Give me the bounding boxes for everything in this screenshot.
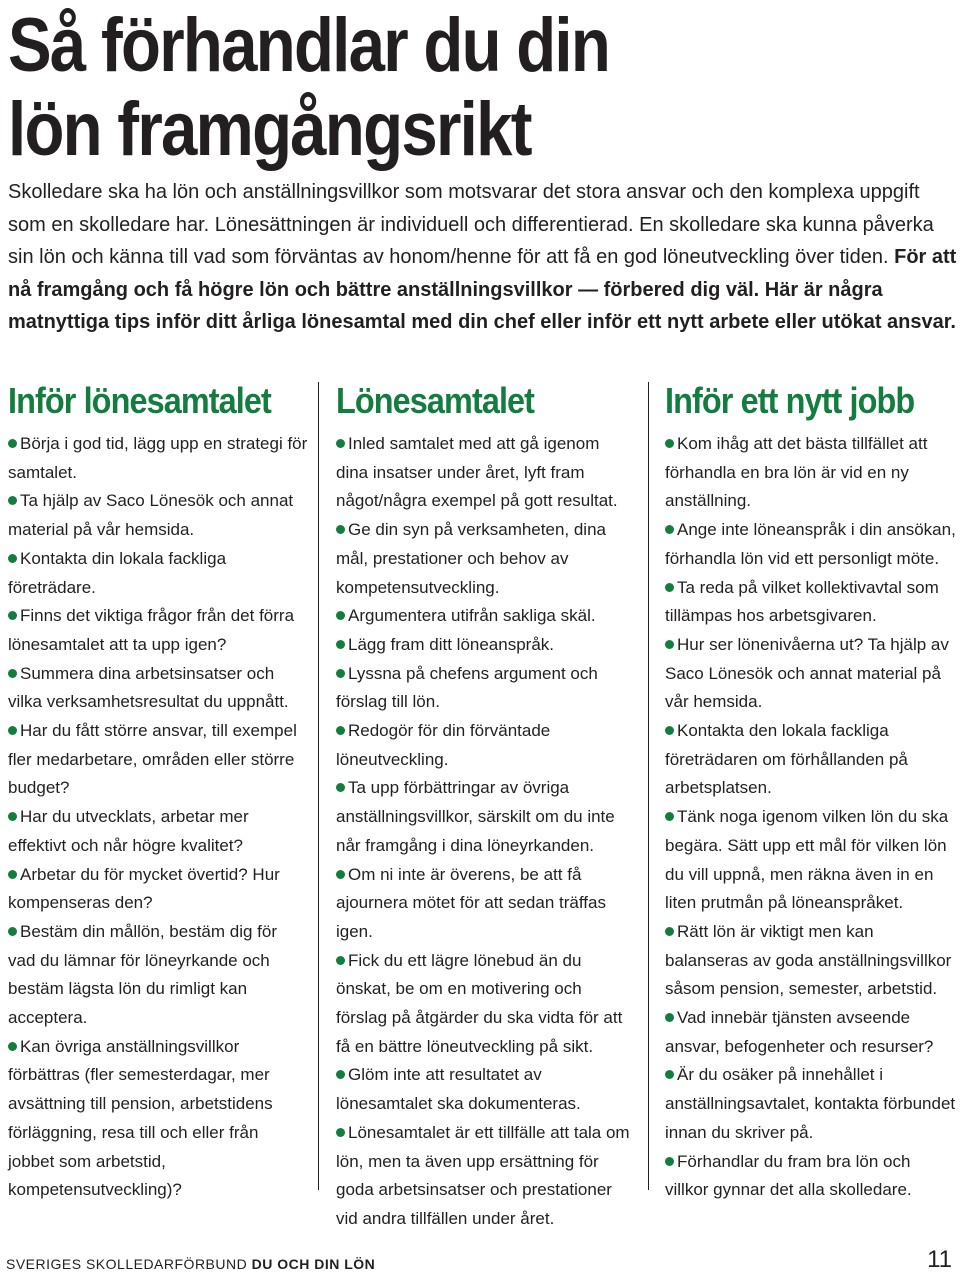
bullet-icon	[665, 1070, 674, 1079]
tips-list	[8, 430, 308, 1205]
bullet-icon	[665, 640, 674, 649]
column-heading: Lönesamtalet	[336, 380, 535, 421]
page-title-line-2: lön framgångsrikt	[8, 87, 531, 172]
bullet-icon	[8, 927, 17, 936]
page-title-line-1: Så förhandlar du din	[8, 3, 610, 88]
bullet-icon	[336, 525, 345, 534]
column-lonesamtalet	[336, 378, 632, 1234]
bullet-icon	[336, 956, 345, 965]
column-heading: Inför ett nytt jobb	[665, 380, 915, 421]
bullet-icon	[8, 870, 17, 879]
bullet-icon	[8, 726, 17, 735]
bullet-icon	[336, 439, 345, 448]
page-number: 11	[927, 1246, 952, 1273]
list-item: Kan övriga anställningsvillkor förbättras (fler semesterdagar, mer avsättning till pension, arbetstidens förläggning, resa till och eller från jobbet som arbetstid, kompetensutveckling)?	[8, 1036, 273, 1200]
intro-emphasis: För att nå framgång och få högre lön och bättre anställningsvillkor — förbered dig väl. Här är några matnyttiga tips inför ditt årliga lönesamtal med din chef eller inför ett nytt arbete eller utökat ansvar.	[8, 246, 957, 333]
bullet-icon	[336, 870, 345, 879]
bullet-icon	[665, 812, 674, 821]
list-item: Är du osäker på innehållet i anställningsavtalet, kontakta förbundet innan du skriver på.	[665, 1065, 956, 1142]
list-item: Ta reda på vilket kollektivavtal som tillämpas hos arbetsgivaren.	[665, 577, 939, 626]
list-item: Kom ihåg att det bästa tillfället att förhandla en bra lön är vid en ny anställning.	[665, 434, 928, 511]
bullet-icon	[336, 1070, 345, 1079]
footer-organization: SVERIGES SKOLLEDARFÖRBUND	[6, 1256, 248, 1272]
bullet-icon	[665, 726, 674, 735]
list-item: Argumentera utifrån sakliga skäl.	[336, 602, 632, 631]
bullet-icon	[336, 611, 345, 620]
bullet-icon	[336, 669, 345, 678]
list-item: Lyssna på chefens argument och förslag till lön.	[336, 663, 598, 712]
bullet-icon	[336, 640, 345, 649]
bullet-icon	[665, 525, 674, 534]
bullet-icon	[8, 439, 17, 448]
bullet-icon	[336, 783, 345, 792]
bullet-icon	[665, 1157, 674, 1166]
list-item: Ta hjälp av Saco Lönesök och annat material på vår hemsida.	[8, 491, 294, 540]
list-item: Hur ser lönenivåerna ut? Ta hjälp av Saco Lönesök och annat material på vår hemsida.	[665, 634, 949, 712]
bullet-icon	[665, 1013, 674, 1022]
list-item: Lönesamtalet är ett tillfälle att tala om lön, men ta även upp ersättning för goda arbetsinsatser och prestationer vid andra tillfällen under året.	[336, 1122, 630, 1228]
list-item: Kontakta din lokala fackliga företrädare.	[8, 548, 227, 597]
tips-list	[336, 430, 632, 1234]
bullet-icon	[336, 726, 345, 735]
bullet-icon	[8, 611, 17, 620]
bullet-icon	[665, 439, 674, 448]
column-infor-ett-nytt-jobb	[665, 378, 957, 1205]
list-item: Summera dina arbetsinsatser och vilka verksamhetsresultat du uppnått.	[8, 663, 289, 712]
list-item: Fick du ett lägre lönebud än du önskat, be om en motivering och förslag på åtgärder du ska vidta för att få en bättre löneutveckling på sikt.	[336, 950, 623, 1056]
list-item: Bestäm din mållön, bestäm dig för vad du lämnar för löneyrkande och bestäm lägsta lön du rimligt kan acceptera.	[8, 921, 278, 1028]
list-item: Rätt lön är viktigt men kan balanseras av goda anställningsvillkor såsom pension, semester, arbetstid.	[665, 921, 952, 999]
column-heading: Inför lönesamtalet	[8, 380, 271, 421]
bullet-icon	[8, 1042, 17, 1051]
bullet-icon	[336, 1128, 345, 1137]
list-item: Kontakta den lokala fackliga företrädaren om förhållanden på arbetsplatsen.	[665, 721, 908, 798]
list-item: Lägg fram ditt löneanspråk.	[336, 631, 632, 660]
list-item: Arbetar du för mycket övertid? Hur kompenseras den?	[8, 864, 280, 913]
list-item: Redogör för din förväntade löneutveckling.	[336, 721, 551, 769]
column-infor-lonesamtalet	[8, 378, 308, 1205]
tips-list	[665, 430, 957, 1205]
column-divider	[648, 382, 649, 1190]
page-footer	[6, 1256, 375, 1272]
list-item: Om ni inte är överens, be att få ajournera mötet för att sedan träffas igen.	[336, 864, 606, 941]
list-item: Finns det viktiga frågor från det förra lönesamtalet att ta upp igen?	[8, 606, 295, 654]
intro-paragraph	[8, 176, 958, 339]
bullet-icon	[8, 669, 17, 678]
footer-publication: DU OCH DIN LÖN	[251, 1256, 376, 1272]
list-item: Vad innebär tjänsten avseende ansvar, befogenheter och resurser?	[665, 1008, 934, 1056]
list-item: Ange inte löneanspråk i din ansökan, förhandla lön vid ett personligt möte.	[665, 520, 956, 568]
intro-text: Skolledare ska ha lön och anställningsvillkor som motsvarar det stora ansvar och den komplexa uppgift som en skolledare har. Lönesättningen är individuell och differentierad. En skolledare ska kunna påverka sin lön och känna till vad som förväntas av honom/henne för att få en god löneutveckling över tiden.	[8, 181, 934, 268]
list-item: Förhandlar du fram bra lön och villkor gynnar det alla skolledare.	[665, 1151, 912, 1200]
column-divider	[318, 382, 319, 1190]
bullet-icon	[8, 496, 17, 505]
page-title	[8, 4, 868, 172]
list-item: Börja i god tid, lägg upp en strategi för samtalet.	[8, 434, 308, 482]
list-item: Tänk noga igenom vilken lön du ska begära. Sätt upp ett mål för vilken lön du vill uppnå, men räkna även in en liten prutmån på löneanspråket.	[665, 807, 949, 913]
bullet-icon	[8, 554, 17, 563]
bullet-icon	[665, 927, 674, 936]
list-item: Har du fått större ansvar, till exempel fler medarbetare, områden eller större budget?	[8, 721, 297, 798]
list-item: Inled samtalet med att gå igenom dina insatser under året, lyft fram något/några exempel på gott resultat.	[336, 434, 618, 511]
bullet-icon	[665, 583, 674, 592]
list-item: Glöm inte att resultatet av lönesamtalet ska dokumenteras.	[336, 1065, 581, 1114]
list-item: Ge din syn på verksamheten, dina mål, prestationer och behov av kompetensutveckling.	[336, 520, 606, 597]
bullet-icon	[8, 812, 17, 821]
list-item: Har du utvecklats, arbetar mer effektivt och når högre kvalitet?	[8, 807, 249, 855]
list-item: Ta upp förbättringar av övriga anställningsvillkor, särskilt om du inte når framgång i dina löneyrkanden.	[336, 778, 615, 855]
